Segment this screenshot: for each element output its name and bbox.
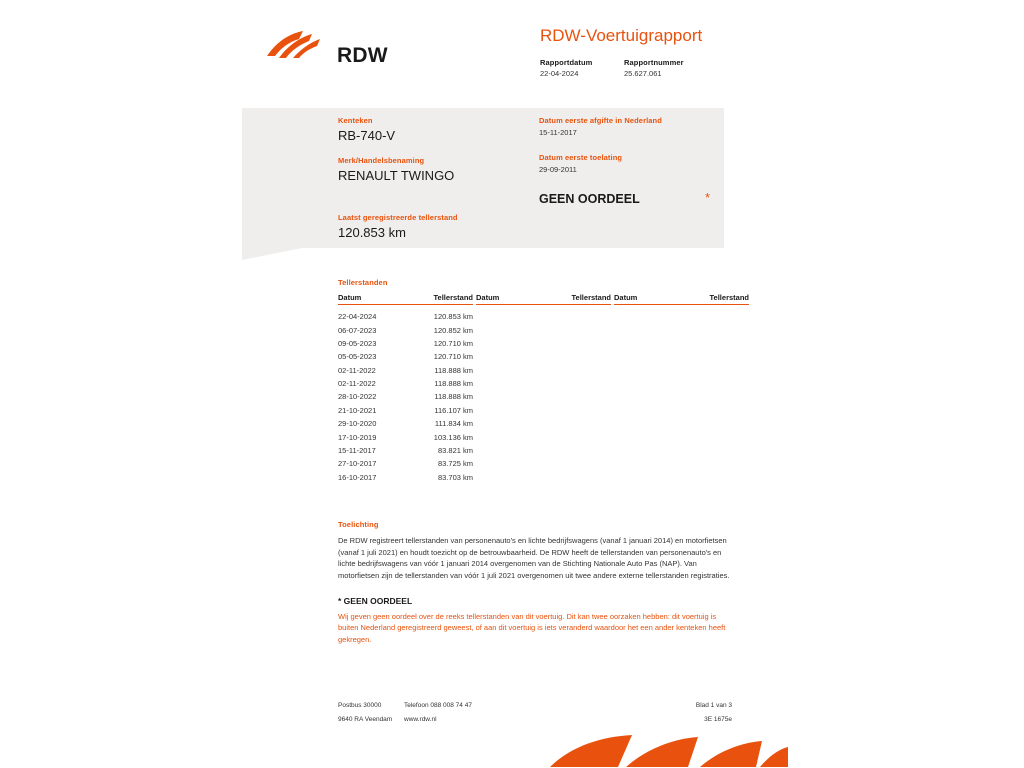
footer-telefoon: Telefoon 088 008 74 47 <box>404 702 472 709</box>
row-date: 21-10-2021 <box>338 405 377 415</box>
column-header-tellerstand: Tellerstand <box>433 293 473 302</box>
summary-column-left <box>338 116 528 196</box>
verdict-heading: * GEEN OORDEEL <box>338 595 413 606</box>
table-row <box>338 364 473 377</box>
merk-label: Merk/Handelsbenaming <box>338 156 425 165</box>
column-header-datum: Datum <box>476 293 500 302</box>
row-date: 15-11-2017 <box>338 445 376 455</box>
footer-website[interactable]: www.rdw.nl <box>404 716 437 723</box>
table-row <box>338 417 473 430</box>
summary-odometer <box>338 213 538 253</box>
table-row <box>338 337 473 350</box>
meta-label: Rapportnummer <box>624 58 684 67</box>
laatste-tellerstand-value: 120.853 km <box>338 225 406 240</box>
verdict-footnote-marker: * <box>705 190 711 205</box>
table-column-1 <box>338 293 473 484</box>
report-meta <box>540 58 690 78</box>
table-row <box>338 404 473 417</box>
meta-rapportnummer <box>624 58 690 78</box>
row-date: 09-05-2023 <box>338 338 377 348</box>
laatste-tellerstand-label: Laatst geregistreerde tellerstand <box>338 213 458 222</box>
footer-postbus: Postbus 30000 <box>338 702 382 709</box>
table-body <box>338 310 473 484</box>
meta-label: Rapportdatum <box>540 58 593 67</box>
toelichting-body: De RDW registreert tellerstanden van personenauto's en lichte bedrijfswagens (vanaf 1 januari 2014) en motorfietsen (vanaf 1 juli 2021) en houdt toezicht op de betrouwbaarheid. De RDW heeft de tellerstanden van personenauto's en lichte bedrijfswagens van vóór 1 januari 2014 overgenomen van de Stichting Nationale Auto Pas (NAP). Van motorfietsen zijn de tellerstanden van vóór 1 juli 2021 overgenomen uit twee andere externe tellerstanden registraties. <box>338 536 730 580</box>
column-header-tellerstand: Tellerstand <box>709 293 749 302</box>
brand-logo <box>265 22 515 72</box>
table-row <box>338 310 473 323</box>
table-header-row <box>338 293 473 305</box>
table-row <box>338 430 473 443</box>
page-footer <box>338 702 732 730</box>
row-date: 06-07-2023 <box>338 325 377 335</box>
tellerstanden-section <box>338 278 752 484</box>
kenteken-value: RB-740-V <box>338 128 396 143</box>
table-header-row <box>476 293 611 305</box>
meta-value: 22-04-2024 <box>540 69 579 78</box>
row-odometer: 118.888 km <box>434 365 473 375</box>
row-odometer: 118.888 km <box>434 392 473 402</box>
table-row <box>338 323 473 336</box>
row-odometer: 120.710 km <box>433 338 473 348</box>
report-title: RDW-Voertuigrapport <box>540 26 703 45</box>
rdw-logo-icon <box>265 28 327 62</box>
rdw-footer-graphic-icon <box>548 735 788 768</box>
footer-form-code: 3E 1675e <box>704 716 732 723</box>
table-row <box>338 390 473 403</box>
table-column-2 <box>476 293 611 484</box>
table-row <box>338 444 473 457</box>
footer-row-2 <box>338 716 732 723</box>
row-odometer: 83.703 km <box>437 472 473 482</box>
footer-plaats: 9640 RA Veendam <box>338 716 393 723</box>
row-odometer: 83.821 km <box>437 445 473 455</box>
row-odometer: 120.852 km <box>433 325 473 335</box>
column-header-datum: Datum <box>614 293 638 302</box>
row-odometer: 83.725 km <box>437 459 473 469</box>
row-odometer: 116.107 km <box>434 405 473 415</box>
eerste-toelating-label: Datum eerste toelating <box>539 153 623 162</box>
table-row <box>338 471 473 484</box>
tellerstanden-title: Tellerstanden <box>338 278 388 287</box>
row-date: 28-10-2022 <box>338 392 377 402</box>
column-header-datum: Datum <box>338 293 362 302</box>
toelichting-title: Toelichting <box>338 520 379 529</box>
row-date: 17-10-2019 <box>338 432 377 442</box>
row-odometer: 103.136 km <box>433 432 473 442</box>
tellerstanden-table <box>338 293 752 484</box>
panel-corner-notch <box>242 248 302 260</box>
footer-row-1 <box>338 702 732 709</box>
row-odometer: 118.888 km <box>434 379 473 389</box>
meta-rapportdatum <box>540 58 606 78</box>
verdict-body: Wij geven geen oordeel over de reeks tellerstanden van dit voertuig. Dit kan twee oorzaken hebben: dit voertuig is buiten Nederland geregistreerd geweest, of aan dit voertuig is iets veranderd waardoor het een ander kenteken heeft gekregen. <box>338 611 726 644</box>
eerste-afgifte-label: Datum eerste afgifte in Nederland <box>539 116 662 125</box>
footer-page-number: Blad 1 van 3 <box>695 702 732 709</box>
row-date: 16-10-2017 <box>338 472 377 482</box>
vehicle-summary-panel <box>242 108 724 248</box>
row-odometer: 120.710 km <box>433 352 473 362</box>
verdict-badge: GEEN OORDEEL <box>539 192 640 206</box>
kenteken-label: Kenteken <box>338 116 373 125</box>
row-odometer: 111.834 km <box>434 419 473 429</box>
column-header-tellerstand: Tellerstand <box>571 293 611 302</box>
row-odometer: 120.853 km <box>433 312 473 322</box>
table-row <box>338 457 473 470</box>
row-date: 29-10-2020 <box>338 419 377 429</box>
row-date: 22-04-2024 <box>338 312 377 322</box>
table-row <box>338 350 473 363</box>
table-header-row <box>614 293 749 305</box>
merk-value: RENAULT TWINGO <box>338 168 455 183</box>
brand-name: RDW <box>337 44 388 67</box>
eerste-toelating-value: 29-09-2011 <box>539 165 577 174</box>
toelichting-section <box>338 520 730 645</box>
row-date: 02-11-2022 <box>338 365 376 375</box>
row-date: 02-11-2022 <box>338 379 376 389</box>
row-date: 05-05-2023 <box>338 352 377 362</box>
summary-column-right <box>539 116 729 190</box>
table-column-3 <box>614 293 749 484</box>
eerste-afgifte-value: 15-11-2017 <box>539 128 577 137</box>
meta-value: 25.627.061 <box>624 69 662 78</box>
table-row <box>338 377 473 390</box>
row-date: 27-10-2017 <box>338 459 377 469</box>
